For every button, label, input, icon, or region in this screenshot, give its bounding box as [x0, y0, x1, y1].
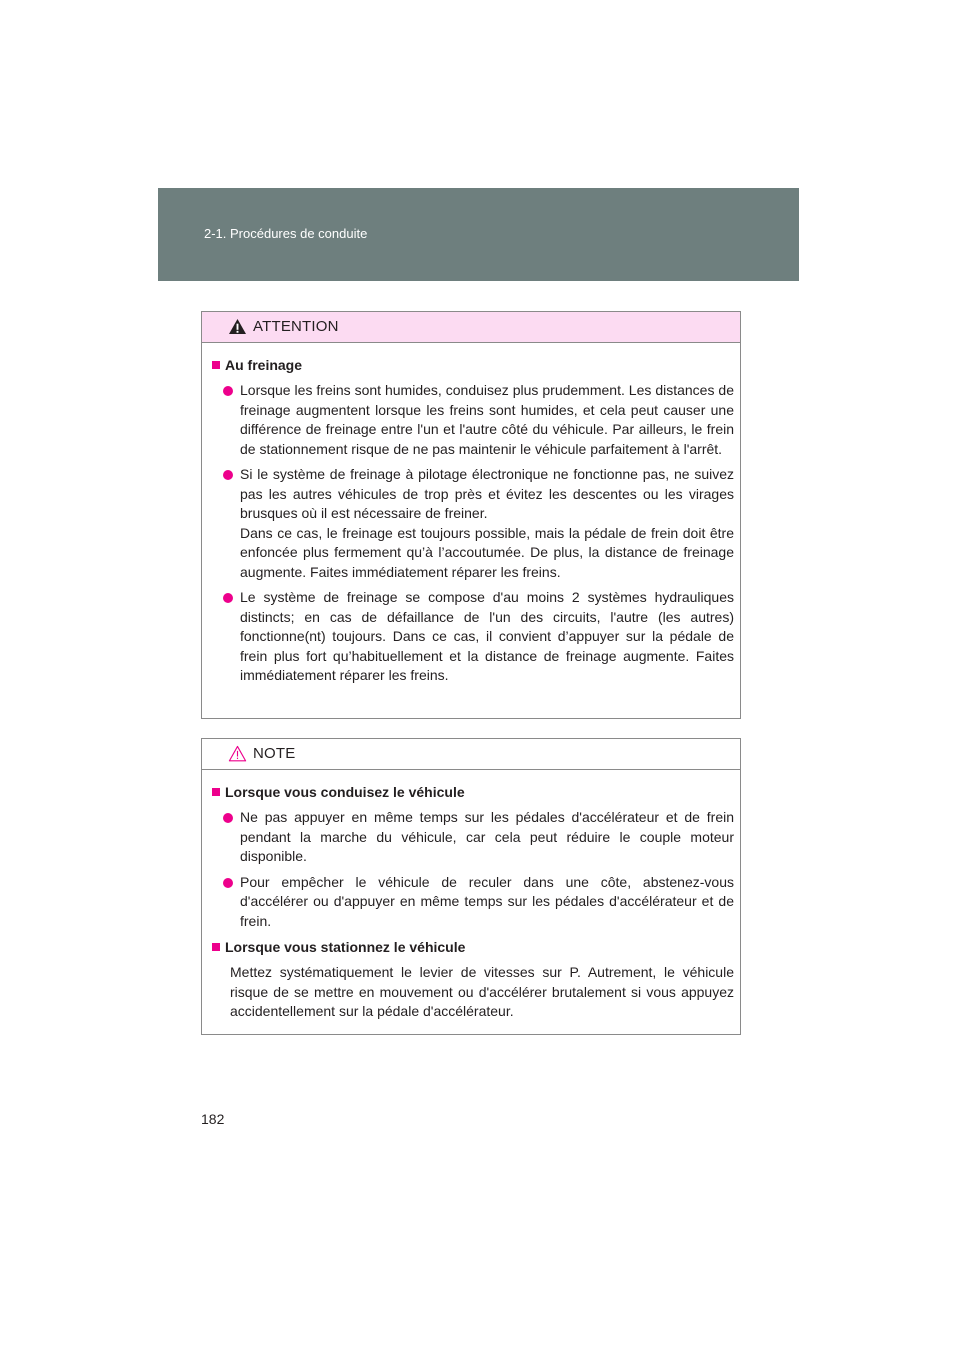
- round-bullet-icon: [223, 593, 233, 603]
- warning-triangle-outline-icon: [228, 745, 247, 762]
- header-band: [158, 188, 799, 281]
- note-paragraph: Mettez systématiquement le levier de vitesses sur P. Autrement, le véhicule risque de se mettre en mouvement ou d'accélérer brutalement si vous appuyez accidentellement sur la pédale d'accélérateur.: [230, 964, 734, 1019]
- note-heading: [212, 782, 734, 802]
- note-heading: [212, 937, 734, 957]
- note-label: NOTE: [253, 745, 296, 762]
- square-bullet-icon: [212, 788, 220, 796]
- attention-bullet: [212, 381, 734, 459]
- round-bullet-icon: [223, 813, 233, 823]
- note-heading-text: Lorsque vous conduisez le véhicule: [225, 784, 465, 800]
- attention-bullet: [212, 465, 734, 582]
- attention-bullet-text: Si le système de freinage à pilotage électronique ne fonctionne pas, ne suivez pas les autres véhicules de trop près et évitez les descentes ou les virages brusques où il est nécessaire de freiner.: [240, 466, 734, 521]
- attention-heading: [212, 355, 734, 375]
- attention-box: [201, 311, 741, 719]
- attention-bullet-text: Le système de freinage se compose d'au moins 2 systèmes hydrauliques distincts; en cas de défaillance de l'un des circuits, l'autre (les autres) fonctionne(nt) toujours. Dans ce cas, il convient d’appuyer sur la pédale de frein plus fort qu’habituellement et la distance de freinage augmente. Faites immédiatement réparer les freins.: [240, 589, 734, 683]
- round-bullet-icon: [223, 470, 233, 480]
- note-box: [201, 738, 741, 1035]
- note-header: [202, 739, 740, 770]
- note-bullet: [212, 873, 734, 932]
- section-title: 2-1. Procédures de conduite: [204, 226, 368, 241]
- square-bullet-icon: [212, 943, 220, 951]
- attention-label: ATTENTION: [253, 318, 339, 335]
- warning-triangle-icon: [228, 318, 247, 335]
- note-bullet-text: Pour empêcher le véhicule de reculer dans une côte, abstenez-vous d'accélérer ou d'appuyer en même temps sur les pédales d'accélérateur et de frein.: [240, 873, 734, 929]
- attention-heading-text: Au freinage: [225, 357, 303, 373]
- attention-bullet: [212, 588, 734, 686]
- attention-header: [202, 312, 740, 343]
- note-bullet-text: Ne pas appuyer en même temps sur les pédales d'accélérateur et de frein pendant la marche du véhicule, car cela peut réduire le couple moteur disponible.: [240, 809, 734, 864]
- page-number: 182: [201, 1111, 225, 1127]
- note-heading-text: Lorsque vous stationnez le véhicule: [225, 939, 466, 955]
- round-bullet-icon: [223, 386, 233, 396]
- note-bullet: [212, 808, 734, 867]
- square-bullet-icon: [212, 361, 220, 369]
- attention-bullet-text: Lorsque les freins sont humides, conduisez plus prudemment. Les distances de freinage augmentent lorsque les freins sont humides, et cela peut causer une différence de freinage entre l'un et l'autre côté du véhicule. Par ailleurs, le frein de stationnement risque de ne pas maintenir le véhicule parfaitement à l'arrêt.: [240, 382, 734, 457]
- round-bullet-icon: [223, 878, 233, 888]
- attention-bullet-continuation: Dans ce cas, le freinage est toujours possible, mais la pédale de frein doit être enfoncée plus fermement qu’à l’accoutumée. De plus, la distance de freinage augmente. Faites immédiatement réparer les freins.: [240, 524, 734, 580]
